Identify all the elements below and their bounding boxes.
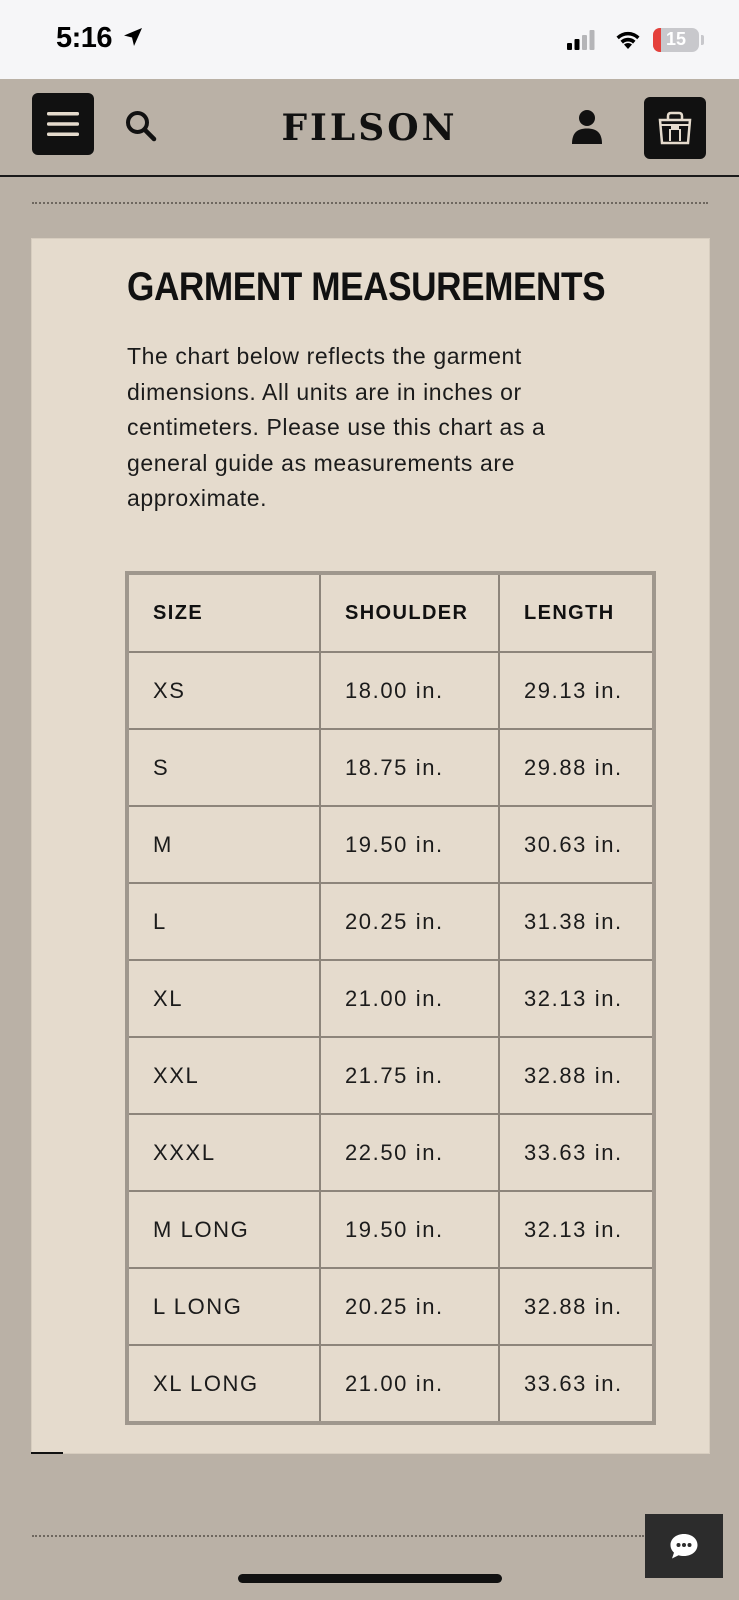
size-cell: M <box>127 806 320 883</box>
table-row <box>127 1037 654 1114</box>
table-row <box>127 806 654 883</box>
length-cell: 29.13 in. <box>499 652 654 729</box>
wifi-icon <box>614 28 642 55</box>
length-cell: 31.38 in. <box>499 883 654 960</box>
cellular-signal-icon <box>567 30 595 55</box>
divider-bottom <box>32 1535 644 1537</box>
horizontal-scrollbar[interactable] <box>31 1452 63 1454</box>
length-cell: 29.88 in. <box>499 729 654 806</box>
column-header-length: LENGTH <box>499 573 654 652</box>
table-header-row <box>127 573 654 652</box>
size-cell: L LONG <box>127 1268 320 1345</box>
length-cell: 33.63 in. <box>499 1345 654 1423</box>
shoulder-cell: 19.50 in. <box>320 1191 499 1268</box>
size-cell: XXXL <box>127 1114 320 1191</box>
battery-level: 15 <box>665 29 687 49</box>
shoulder-cell: 21.00 in. <box>320 960 499 1037</box>
section-description: The chart below reflects the garment dimensions. All units are in inches or centimeters. Please use this chart as a general guide as measurements are approximate. <box>127 343 546 511</box>
size-cell: XL <box>127 960 320 1037</box>
length-cell: 30.63 in. <box>499 806 654 883</box>
size-cell: XS <box>127 652 320 729</box>
length-cell: 32.88 in. <box>499 1268 654 1345</box>
chat-button[interactable] <box>645 1514 723 1578</box>
shoulder-cell: 20.25 in. <box>320 883 499 960</box>
shoulder-cell: 18.75 in. <box>320 729 499 806</box>
account-icon <box>571 109 603 145</box>
size-chart-table <box>125 571 656 1425</box>
size-cell: M LONG <box>127 1191 320 1268</box>
site-header <box>0 79 739 177</box>
shopping-bag-icon <box>656 111 694 145</box>
shoulder-cell: 21.00 in. <box>320 1345 499 1423</box>
size-cell: XXL <box>127 1037 320 1114</box>
table-row <box>127 1268 654 1345</box>
shoulder-cell: 21.75 in. <box>320 1037 499 1114</box>
length-cell: 32.13 in. <box>499 960 654 1037</box>
section-title: GARMENT MEASUREMENTS <box>127 265 606 309</box>
chat-bubble-icon <box>669 1532 699 1560</box>
cart-button[interactable] <box>644 97 706 159</box>
table-row <box>127 1114 654 1191</box>
size-cell: XL LONG <box>127 1345 320 1423</box>
table-row <box>127 1345 654 1423</box>
filson-logo[interactable]: FILSON <box>281 107 458 149</box>
column-header-shoulder: SHOULDER <box>320 573 499 652</box>
length-cell: 32.88 in. <box>499 1037 654 1114</box>
table-row <box>127 883 654 960</box>
battery-cap <box>701 35 704 45</box>
home-indicator[interactable] <box>238 1574 502 1583</box>
battery-icon <box>653 28 699 52</box>
length-cell: 32.13 in. <box>499 1191 654 1268</box>
table-row <box>127 960 654 1037</box>
column-header-size: SIZE <box>127 573 320 652</box>
account-button[interactable] <box>571 109 603 150</box>
shoulder-cell: 18.00 in. <box>320 652 499 729</box>
length-cell: 33.63 in. <box>499 1114 654 1191</box>
size-cell: S <box>127 729 320 806</box>
status-bar <box>0 0 739 79</box>
table-row <box>127 1191 654 1268</box>
location-arrow-icon <box>122 26 144 53</box>
size-cell: L <box>127 883 320 960</box>
garment-measurements-panel <box>31 238 710 1454</box>
shoulder-cell: 19.50 in. <box>320 806 499 883</box>
status-time: 5:16 <box>56 22 113 54</box>
shoulder-cell: 22.50 in. <box>320 1114 499 1191</box>
table-row <box>127 652 654 729</box>
table-row <box>127 729 654 806</box>
divider-top <box>32 202 708 204</box>
shoulder-cell: 20.25 in. <box>320 1268 499 1345</box>
